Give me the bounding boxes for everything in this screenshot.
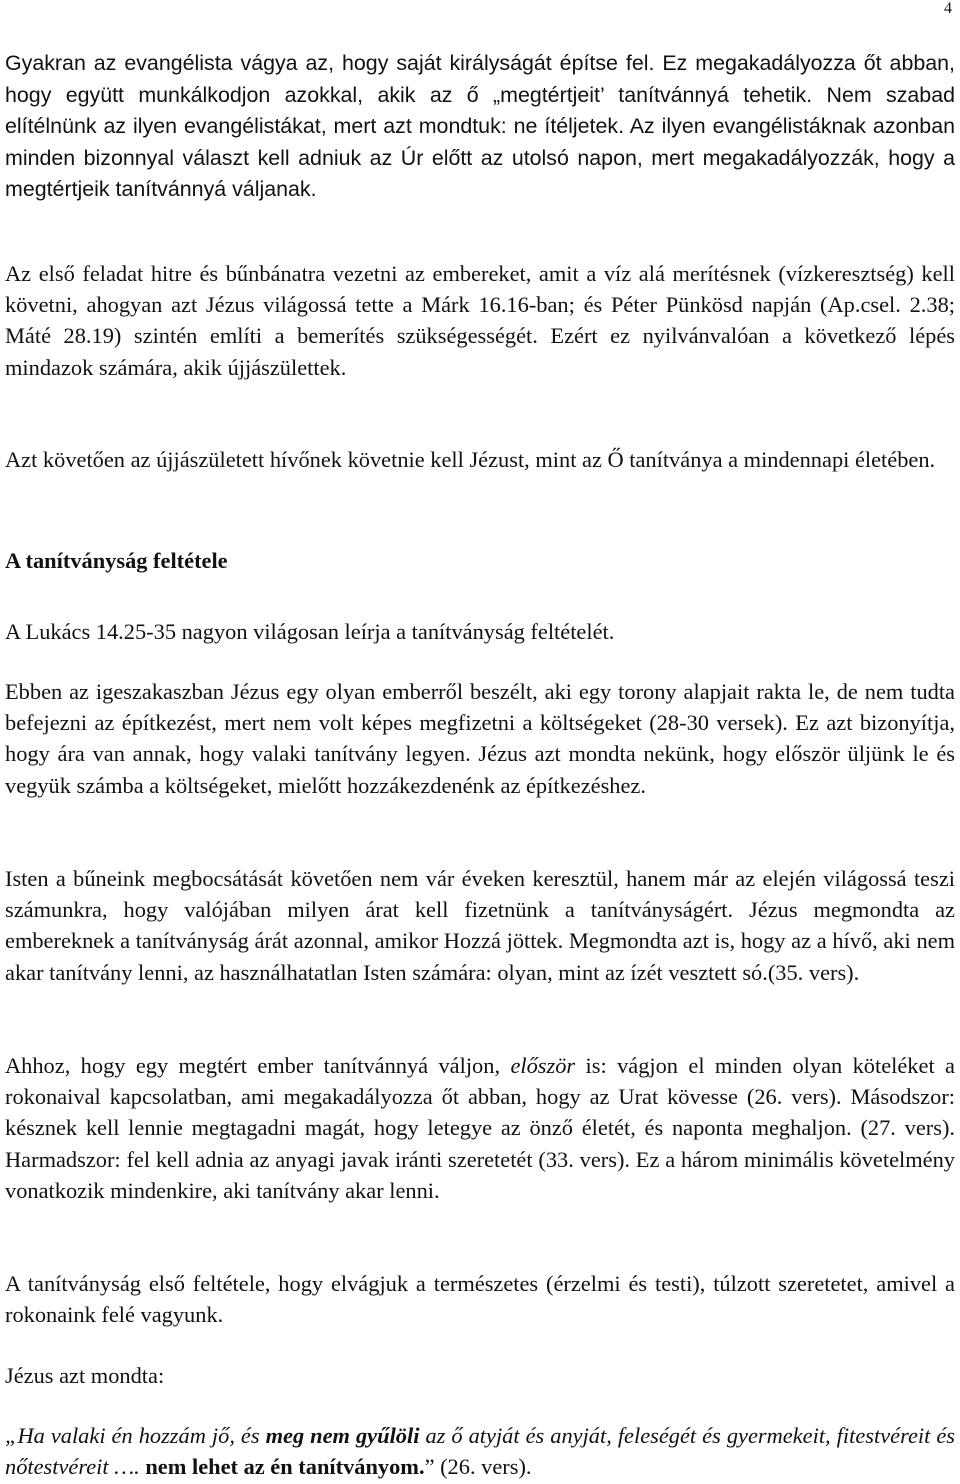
paragraph-follow-jesus: Azt követően az újjászületett hívőnek követnie kell Jézust, mint az Ő tanítványa a mindennapi életében.: [5, 447, 936, 472]
paragraph-tower-cost: Ebben az igeszakaszban Jézus egy olyan emberről beszélt, aki egy torony alapjait rakta le, de nem tudta befejezni az építkezést, mert nem volt képes megfizetni a költségeket (28-30 versek). Ez azt bizonyítja, hogy ára van annak, hogy valaki tanítvány legyen. Jézus azt mondta nekünk, hogy először üljünk le és vegyük számba a költségeket, mielőtt hozzákezdenénk az építkezéshez.: [5, 679, 955, 798]
emphasis-first: először: [510, 1053, 576, 1078]
section-heading: A tanítványság feltétele: [5, 548, 228, 573]
paragraph-luke-reference: A Lukács 14.25-35 nagyon világosan leírja a tanítványság feltételét.: [5, 619, 615, 644]
page-number: 4: [944, 0, 952, 17]
scripture-quote: [5, 1420, 955, 1482]
paragraph-first-task: Az első feladat hitre és bűnbánatra vezetni az embereket, amit a víz alá merítésnek (vízkeresztség) kell követni, ahogyan azt Jézus világossá tette a Márk 16.16-ban; és Péter Pünkösd napján (Ap.csel. 2.38; Máté 28.19) szintén említi a bemerítés szükségességét. Ezért ez nyilvánvalóan a következő lépés mindazok számára, akik újjászülettek.: [5, 261, 955, 380]
paragraph-evangelist-kingdom: Gyakran az evangélista vágya az, hogy saját királyságát építse fel. Ez megakadályozza őt abban, hogy együtt munkálkodjon azokkal, akik az ő „megtértjeit’ tanítvánnyá tehetik. Nem szabad elítélnünk az ilyen evangélistákat, mert azt mondtuk: ne ítéljetek. Az ilyen evangélistáknak azonban minden bizonnyal választ kell adniuk az Úr előtt az utolsó napon, mert megakadályozzák, hogy a megtértjeik tanítvánnyá váljanak.: [5, 51, 955, 201]
quote-text: az ő atyját és anyját, feleségét és gyermekeit, fitestvéreit és nőtestvéreit ….: [5, 1423, 955, 1480]
paragraph-first-condition: A tanítványság első feltétele, hogy elvágjuk a természetes (érzelmi és testi), túlzott szeretetet, amivel a rokonaink felé vagyunk.: [5, 1271, 955, 1328]
quote-bold-hate: meg nem gyűlöli: [265, 1423, 420, 1448]
quote-text: „Ha valaki én hozzám jő, és: [5, 1423, 266, 1448]
quote-reference: ” (26. vers).: [424, 1454, 532, 1480]
quote-bold-conclusion: nem lehet az én tanítványom.: [139, 1454, 425, 1480]
paragraph-jesus-said: Jézus azt mondta:: [5, 1363, 165, 1388]
text-run: is: vágjon el minden olyan köteléket a rokonaival kapcsolatban, ami megakadályozza őt abban, hogy az Urat kövesse (26. vers). Másodszor: késznek kell lennie megtagadni magát, hogy letegye az önző életét, és naponta meghaljon. (27. vers). Harmadszor: fel kell adnia az anyagi javak iránti szeretetét (33. vers). Ez a három minimális követelmény vonatkozik mindenkire, aki tanítvány akar lenni.: [5, 1053, 955, 1203]
paragraph-price-of-discipleship: Isten a bűneink megbocsátását követően nem vár éveken keresztül, hanem már az elején világossá teszi számunkra, hogy valójában milyen árat kell fizetnünk a tanítványságért. Jézus megmondta az embereknek a tanítványság árát azonnal, amikor Hozzá jöttek. Megmondta azt is, hogy az a hívő, aki nem akar tanítvány lenni, az használhatatlan Isten számára: olyan, mint az ízét vesztett só.(35. vers).: [5, 866, 955, 985]
paragraph-three-requirements: [5, 1050, 955, 1206]
text-run: Ahhoz, hogy egy megtért ember tanítvánnyá váljon,: [5, 1053, 511, 1078]
